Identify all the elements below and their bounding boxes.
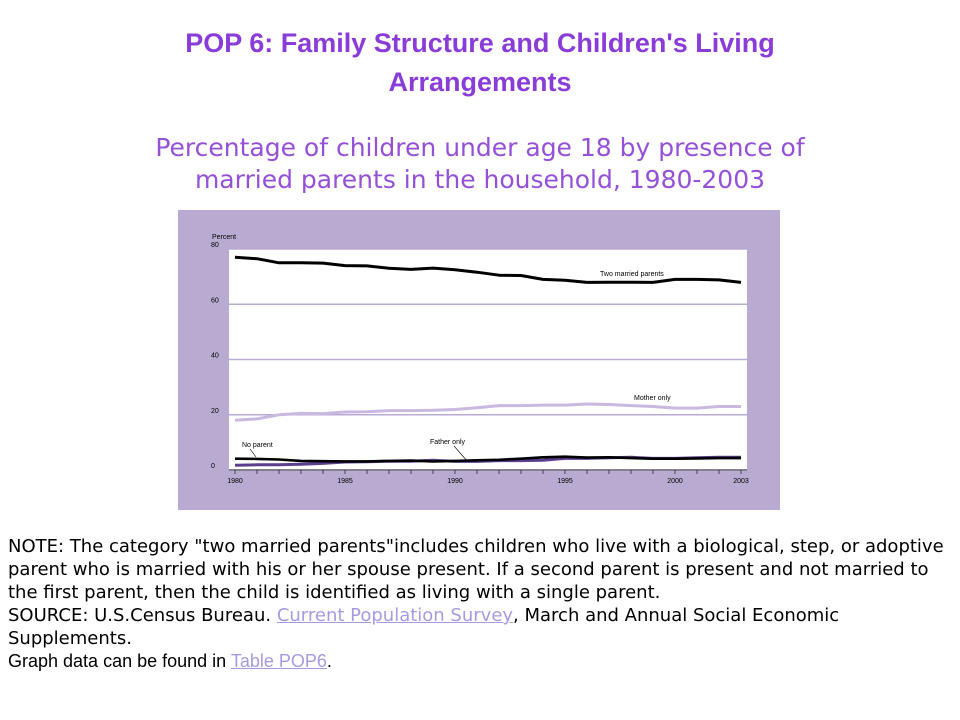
annotation-father-only: Father only (430, 439, 466, 446)
annotation-two-married-parents: Two married parents (600, 271, 664, 278)
title-line-1: POP 6: Family Structure and Children's Living (185, 28, 775, 58)
x-tick-label-1995: 1995 (557, 478, 573, 485)
x-tick-label-1985: 1985 (337, 478, 353, 485)
annotation-mother-only: Mother only (634, 395, 671, 402)
source-suffix: , March and Annual Social Economic Supplements. (8, 605, 840, 649)
source-text (8, 604, 954, 650)
note-text: NOTE: The category "two married parents"includes children who live with a biological, step, or adoptive parent who is married with his or her spouse present. If a second parent is present and not married to the first parent, then the child is identified as living with a single parent. (8, 536, 944, 603)
title-line-2: Arrangements (388, 67, 572, 97)
page-title (100, 24, 860, 102)
source-prefix: SOURCE: U.S.Census Bureau. (8, 605, 277, 626)
chart-subtitle (100, 132, 860, 196)
notes-section (8, 535, 954, 673)
y-axis-label: Percent (212, 234, 237, 241)
x-tick-label-2000: 2000 (667, 478, 683, 485)
y-tick-label-40: 40 (211, 352, 219, 360)
y-tick-label-60: 60 (211, 297, 219, 305)
chart-panel (178, 210, 780, 510)
y-tick-label-80: 80 (211, 242, 219, 249)
subtitle-line-1: Percentage of children under age 18 by presence of (155, 133, 805, 162)
annotation-no-parent: No parent (242, 442, 273, 449)
y-tick-label-0: 0 (211, 463, 215, 470)
current-population-survey-link[interactable]: Current Population Survey (276, 605, 514, 626)
x-tick-label-2003: 2003 (733, 478, 749, 485)
y-tick-label-20: 20 (211, 407, 219, 415)
graph-data-text (8, 650, 954, 673)
x-tick-label-1980: 1980 (227, 478, 243, 485)
graph-prefix: Graph data can be found in (8, 651, 231, 671)
line-chart (178, 210, 780, 510)
subtitle-line-2: married parents in the household, 1980-2003 (194, 165, 766, 194)
graph-suffix: . (326, 651, 332, 671)
x-tick-label-1990: 1990 (447, 478, 463, 485)
table-pop6-link[interactable]: Table POP6 (230, 651, 327, 671)
